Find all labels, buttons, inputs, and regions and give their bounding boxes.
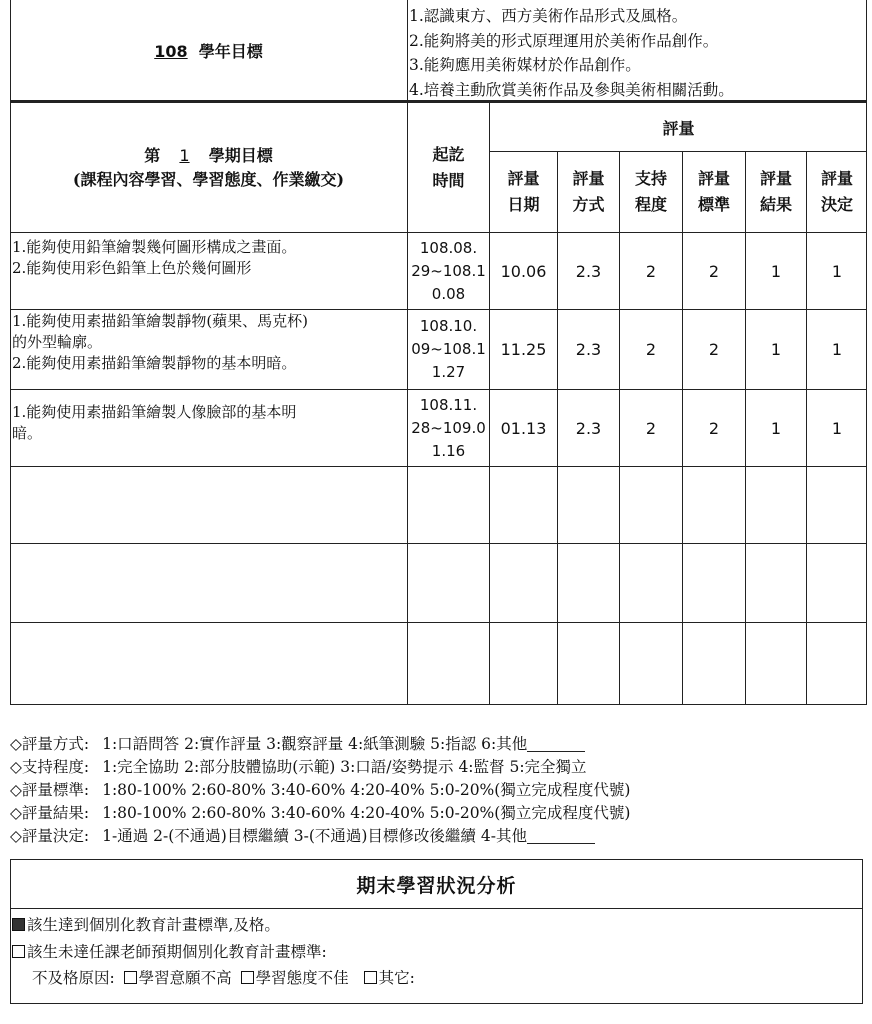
fail-reasons (32, 967, 415, 989)
goal-line: 1.能夠使用素描鉛筆繪製人像臉部的基本明 (12, 403, 297, 421)
fail-checkbox[interactable] (12, 945, 25, 958)
period-line: 1.27 (431, 363, 466, 381)
period-line: 28~109.0 (411, 418, 486, 437)
col-heading-line: 評量 (820, 169, 853, 188)
legend-label: ◇評量方式: (10, 735, 90, 753)
cell-date: 11.25 (500, 340, 547, 359)
reason-poor-attitude: 學習態度不佳 (255, 969, 349, 987)
table-row-period (408, 310, 489, 389)
table-row-goal (12, 402, 406, 444)
legend-label: ◇支持程度: (10, 758, 90, 776)
cell-support: 2 (645, 418, 657, 438)
col-heading-line: 評量 (572, 169, 605, 188)
legend-support (10, 756, 587, 778)
option-fail[interactable] (12, 941, 327, 963)
cell-support: 2 (645, 261, 657, 281)
cell-result: 1 (770, 261, 782, 281)
legend-text: 1:80-100% 2:60-80% 3:40-60% 4:20-40% 5:0-20%(獨立完成程度代號) (102, 804, 631, 822)
year-goal-heading (10, 0, 407, 100)
goal-line: 1.能夠使用鉛筆繪製幾何圖形構成之畫面。 (12, 238, 297, 256)
period-line: 108.11. (419, 395, 478, 414)
cell-decision: 1 (831, 418, 843, 438)
table-row-goal (12, 237, 406, 279)
reason-other: 其它: (378, 969, 415, 987)
col-assess-decision (807, 152, 867, 232)
semester-label: 學期目標 (208, 146, 273, 165)
legend-decision (10, 825, 595, 847)
cell-method: 2.3 (575, 418, 602, 438)
col-support-level (620, 152, 682, 232)
cell-decision: 1 (831, 340, 843, 359)
table-row-period (408, 233, 489, 309)
col-heading-line: 評量 (507, 169, 540, 188)
cell-standard: 2 (708, 261, 720, 281)
legend-result (10, 802, 630, 824)
col-heading-line: 決定 (820, 195, 853, 214)
col-heading-line: 支持 (634, 169, 667, 188)
cell-method: 2.3 (575, 340, 602, 359)
reason-label: 不及格原因: (32, 969, 115, 987)
semester-goal-heading (10, 104, 407, 232)
legend-method (10, 733, 585, 755)
cell-result: 1 (770, 418, 782, 438)
cell-method: 2.3 (575, 261, 602, 281)
table-row-goal (12, 311, 408, 374)
period-line: 108.10. (419, 317, 478, 335)
reason-low-motivation: 學習意願不高 (138, 969, 232, 987)
option-fail-label: 該生未達任課老師預期個別化教育計畫標準: (27, 943, 327, 961)
col-assess-method (558, 152, 619, 232)
col-heading-line: 評量 (697, 169, 730, 188)
cell-decision: 1 (831, 261, 843, 281)
goal-line: 1.能夠使用素描鉛筆繪製靜物(蘋果、馬克杯) (12, 312, 309, 330)
period-heading (408, 104, 489, 232)
year-goal-item: 1.認識東方、西方美術作品形式及風格。 (409, 7, 688, 25)
year-goal-list (409, 4, 864, 102)
cell-result: 1 (770, 340, 782, 359)
period-heading-line: 起訖 (432, 145, 465, 164)
assessment-heading: 評量 (662, 119, 695, 138)
period-line: 0.08 (431, 284, 466, 303)
table-row-period (408, 390, 489, 466)
legend-label: ◇評量結果: (10, 804, 90, 822)
col-assess-date (490, 152, 557, 232)
period-line: 09~108.1 (411, 340, 486, 358)
blank-line (527, 751, 585, 752)
goal-line: 2.能夠使用彩色鉛筆上色於幾何圖形 (12, 259, 252, 277)
cell-date: 10.06 (500, 261, 547, 281)
analysis-title: 期末學習狀況分析 (356, 874, 517, 897)
reason-checkbox[interactable] (124, 971, 137, 984)
year-goal-item: 3.能夠應用美術媒材於作品創作。 (409, 56, 641, 74)
cell-standard: 2 (708, 418, 720, 438)
col-heading-line: 標準 (697, 195, 730, 214)
reason-checkbox[interactable] (241, 971, 254, 984)
semester-number: 1 (179, 146, 190, 165)
goal-line: 2.能夠使用素描鉛筆繪製靜物的基本明暗。 (12, 354, 297, 372)
school-year: 108 (154, 41, 188, 61)
period-line: 108.08. (419, 238, 478, 257)
year-goal-item: 4.培養主動欣賞美術作品及參與美術相關活動。 (409, 80, 734, 99)
period-heading-line: 時間 (432, 171, 465, 190)
option-pass[interactable] (12, 914, 280, 936)
period-line: 1.16 (431, 441, 466, 460)
legend-text: 1:完全協助 2:部分肢體協助(示範) 3:口語/姿勢提示 4:監督 5:完全獨立 (102, 758, 587, 776)
cell-date: 01.13 (500, 418, 547, 438)
col-heading-line: 日期 (507, 195, 540, 214)
cell-standard: 2 (708, 340, 720, 359)
cell-support: 2 (645, 340, 657, 359)
col-heading-line: 評量 (759, 169, 792, 188)
semester-subtitle: (課程內容學習、學習態度、作業繳交) (72, 170, 345, 189)
col-heading-line: 程度 (634, 195, 667, 214)
pass-checkbox[interactable] (12, 918, 25, 931)
legend-label: ◇評量決定: (10, 827, 90, 845)
legend-text: 1:口語問答 2:實作評量 3:觀察評量 4:紙筆測驗 5:指認 6:其他 (102, 735, 528, 753)
year-goal-item: 2.能夠將美的形式原理運用於美術作品創作。 (409, 31, 719, 50)
col-heading-line: 方式 (572, 195, 605, 214)
legend-standard (10, 779, 630, 801)
reason-checkbox[interactable] (364, 971, 377, 984)
semester-prefix: 第 (144, 146, 161, 165)
goal-line: 的外型輪廓。 (12, 333, 103, 351)
col-assess-result (746, 152, 806, 232)
col-assess-standard (683, 152, 745, 232)
legend-label: ◇評量標準: (10, 781, 90, 799)
legend-text: 1-通過 2-(不通過)目標繼續 3-(不通過)目標修改後繼續 4-其他 (102, 827, 527, 845)
year-goal-label: 學年目標 (198, 41, 263, 61)
col-heading-line: 結果 (759, 195, 792, 214)
period-line: 29~108.1 (411, 261, 486, 280)
legend-text: 1:80-100% 2:60-80% 3:40-60% 4:20-40% 5:0-20%(獨立完成程度代號) (102, 781, 631, 799)
blank-line (527, 843, 595, 844)
goal-line: 暗。 (12, 424, 43, 442)
option-pass-label: 該生達到個別化教育計畫標準,及格。 (27, 916, 280, 934)
